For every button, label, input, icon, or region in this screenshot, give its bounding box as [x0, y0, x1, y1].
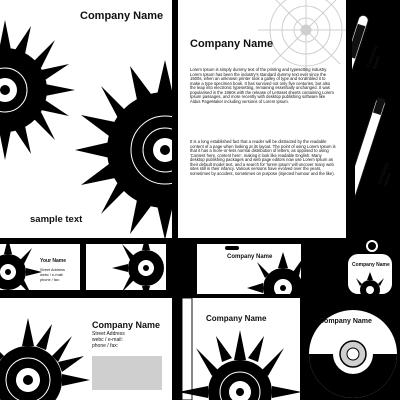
- envelope: [0, 298, 172, 400]
- flyer-sunburst-art: [0, 0, 172, 238]
- envelope-art: [0, 298, 172, 400]
- business-card-back-art: [86, 244, 166, 290]
- cd-company-name: Company Name: [319, 318, 372, 325]
- flyer-sample-text: sample text: [30, 214, 83, 225]
- letterhead-company-name: Company Name: [190, 38, 274, 50]
- luggage-tag-company-name: Company Name: [227, 254, 273, 260]
- envelope-address: Street Address: [92, 331, 125, 337]
- business-card-name: Your Name: [40, 258, 67, 264]
- letterhead-watermark-art: [178, 0, 346, 238]
- cd-disc: [303, 298, 400, 400]
- pen-1-company-name: Company Name: [366, 44, 382, 71]
- business-card-front: [0, 244, 80, 290]
- business-card-back: [86, 244, 166, 290]
- pen-2-company-name: Company Name: [377, 161, 393, 188]
- letterhead-paragraph-2: It is a long established fact that a reader will be distracted by the readable content of a page when looking at its layout. The point of using Lorem Ipsum is that it has a more-or-less normal distribution of letters, as opposed to using 'Content here, content here', making it look like readable English. Many desktop publishing packages and web page editors now use Lorem Ipsum as their default model text, and a search for 'lorem ipsum' will uncover many web sites still in their infancy. Various versions have evolved over the years, sometimes by accident, sometimes on purpose (injected humour and the like).: [190, 139, 336, 176]
- business-card-phone: phone / fax:: [40, 278, 60, 282]
- keyfob-art: [330, 240, 392, 300]
- envelope-company-name: Company Name: [92, 320, 161, 330]
- business-card-address: Street Address: [40, 268, 65, 272]
- business-card-email: webc / e-mail:: [40, 273, 64, 277]
- luggage-tag-art: [197, 244, 301, 294]
- flyer: [0, 0, 172, 238]
- letterhead-paragraph-1: Lorem Ipsum is simply dummy text of the printing and typesetting industry. Lorem Ipsum has been the industry's standard dummy text ever since the 1500s, when an unknown printer took a galley of type and scrambled it to make a type specimen book. It has survived not only five centuries, but also the leap into electronic typesetting, remaining essentially unchanged. It was popularised in the 1960s with the release of Letraset sheets containing Lorem Ipsum passages, and more recently with desktop publishing software like Aldus PageMaker including versions of Lorem Ipsum.: [190, 67, 334, 104]
- cd-disc-art: [303, 298, 400, 400]
- flyer-company-name: Company Name: [80, 10, 164, 22]
- pen-2: [355, 95, 399, 245]
- keyfob-company-name: Company Name: [352, 262, 390, 268]
- cd-case-company-name: Company Name: [206, 314, 267, 323]
- envelope-email: webc / e-mail:: [92, 337, 123, 343]
- cd-case: [182, 298, 300, 400]
- business-card-front-art: [0, 244, 80, 290]
- keyfob: [330, 240, 392, 300]
- luggage-tag: [197, 244, 301, 294]
- envelope-phone: phone / fax:: [92, 343, 119, 349]
- letterhead: [178, 0, 346, 238]
